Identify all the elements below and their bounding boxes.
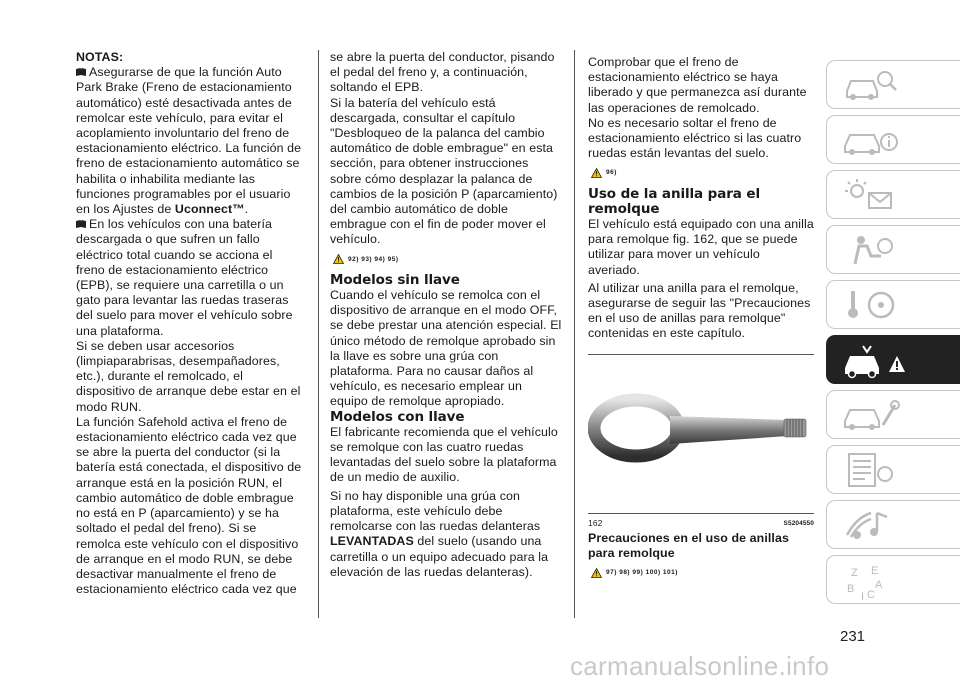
paragraph: Al utilizar una anilla para el remolque, asegurarse de seguir las "Precauciones en el uso de anillas para remolque" contenidas en este capítulo. xyxy=(588,280,811,341)
car-breakdown-warning-icon xyxy=(841,342,911,380)
notes-title: NOTAS: xyxy=(76,50,124,64)
tab-vehicle-knowledge[interactable] xyxy=(826,115,960,164)
column-1 xyxy=(76,50,302,597)
warning-triangle-icon xyxy=(591,168,602,178)
paragraph: Comprobar que el freno de estacionamiento eléctrico se haya liberado y que permanezca así durante las operaciones de remolcado. xyxy=(588,55,807,115)
svg-text:C: C xyxy=(867,589,875,601)
tab-in-an-emergency[interactable] xyxy=(826,335,960,384)
paragraph: El fabricante recomienda que el vehículo se remolque con las cuatro ruedas levantadas del suelo sobre la plataforma de un medio de auxilio. xyxy=(330,424,558,485)
section-heading: Uso de la anilla para el remolque xyxy=(588,185,760,217)
paragraph: No es necesario soltar el freno de estacionamiento eléctrico si las cuatro ruedas están levantas del suelo. xyxy=(588,115,802,161)
alphabet-index-icon xyxy=(841,562,901,602)
paragraph: Cuando el vehículo se remolca con el dispositivo de arranque en el modo OFF, se debe prestar una atención especial. El único método de remolque aprobado sin la llave es sobre una grúa con plataforma. Para no causar daños al vehículo, es necesario emplear un equipo de remolque apropiado. xyxy=(330,288,562,409)
airbag-passenger-icon xyxy=(841,232,901,268)
note-paragraph: En los vehículos con una batería descargada o que sufren un fallo eléctrico total cuando se acciona el freno de estacionamiento eléctrico (EPB), se requiere una carretilla o un gato para levantar las ruedas traseras del suelo para mover el vehículo sobre una plataforma. xyxy=(76,217,293,338)
section-heading: Modelos sin llave xyxy=(330,271,460,288)
watermark-text: carmanualsonline.info xyxy=(570,651,830,681)
svg-text:E: E xyxy=(871,565,879,577)
figure-caption xyxy=(588,516,814,531)
figure-number: 162 xyxy=(588,517,603,528)
warning-reference: 96) xyxy=(591,165,814,180)
figure-bottom-rule xyxy=(588,513,814,514)
paragraph: Si no hay disponible una grúa con plataforma, este vehículo debe remolcarse con las ruedas delanteras LEVANTADAS del suelo (usando una carretilla o un equipo adecuado para la elevación de las ruedas delanteras). xyxy=(330,488,549,579)
car-info-icon xyxy=(841,122,901,158)
car-search-icon xyxy=(841,67,901,103)
book-icon xyxy=(76,220,86,228)
page-number: 231 xyxy=(840,628,866,645)
specifications-list-icon xyxy=(841,452,901,488)
warning-triangle-icon xyxy=(591,568,602,578)
book-icon xyxy=(76,68,86,76)
svg-text:Z: Z xyxy=(851,567,858,579)
paragraph: se abre la puerta del conductor, pisando el pedal del freno y, a continuación, soltando el EPB. xyxy=(330,50,555,95)
paragraph: La función Safehold activa el freno de estacionamiento eléctrico cada vez que se abre la puerta del conductor (si la batería está conectada, el dispositivo de arranque está en la posición RUN, el cambio automático de doble embrague no está en P (aparcamiento) y se ha soltado el pedal del freno). Si se remolca este vehículo con el dispositivo de arranque en el modo RUN, se debe desactivar manualmente el freno de estacionamiento eléctrico cada vez que xyxy=(76,414,302,597)
gearshift-steering-icon xyxy=(841,287,901,323)
column-divider xyxy=(574,50,575,618)
column-2 xyxy=(330,50,562,580)
towing-eye-figure xyxy=(588,354,814,514)
tab-instrument-panel[interactable] xyxy=(826,170,960,219)
tab-starting-driving[interactable] xyxy=(826,280,960,329)
warning-reference: 92) 93) 94) 95) xyxy=(333,252,562,267)
warning-triangle-icon xyxy=(333,254,344,264)
svg-text:B: B xyxy=(847,583,855,595)
tab-dashboard[interactable] xyxy=(826,60,960,109)
section-heading: Modelos con llave xyxy=(330,408,465,425)
towing-eye-image xyxy=(588,354,814,514)
paragraph: Si la batería del vehículo está descargada, consultar el capítulo "Desbloqueo de la palanca del cambio automático de doble embrague" en esta sección, para obtener instrucciones sobre cómo desplazar la palanca de cambios de la posición P (aparcamiento) del cambio automático de doble embrague con el fin de poder mover el vehículo. xyxy=(330,95,558,247)
warning-reference: 97) 98) 99) 100) 101) xyxy=(591,565,814,580)
svg-text:A: A xyxy=(875,579,883,591)
column-3 xyxy=(588,55,814,586)
tab-multimedia[interactable] xyxy=(826,500,960,549)
paragraph: El vehículo está equipado con una anilla para remolque fig. 162, que se puede utilizar para mover un vehículo averiado. xyxy=(588,217,814,277)
figure-code: S5204550 xyxy=(783,519,814,527)
light-envelope-icon xyxy=(841,177,901,213)
multimedia-note-icon xyxy=(841,507,901,543)
column-divider xyxy=(318,50,319,618)
paragraph: Si se deben usar accesorios (limpiaparabrisas, desempañadores, etc.), durante el remolcado, el dispositivo de arranque debe estar en el modo RUN. xyxy=(76,338,301,414)
subsection-title: Precauciones en el uso de anillas para remolque xyxy=(588,530,789,561)
tab-index[interactable] xyxy=(826,555,960,604)
tab-technical-specs[interactable] xyxy=(826,445,960,494)
tab-safety[interactable] xyxy=(826,225,960,274)
car-service-icon xyxy=(841,397,901,433)
tab-servicing[interactable] xyxy=(826,390,960,439)
note-paragraph: Asegurarse de que la función Auto Park Brake (Freno de estacionamiento automático) esté desactivada antes de remolcar este vehículo, para evitar el acoplamiento involuntario del freno de estacionamiento eléctrico. La función de freno de estacionamiento automático se habilita o inhabilita mediante las funciones programables por el usuario en los Ajustes de Uconnect™. xyxy=(76,65,302,217)
svg-text:I: I xyxy=(861,591,865,602)
